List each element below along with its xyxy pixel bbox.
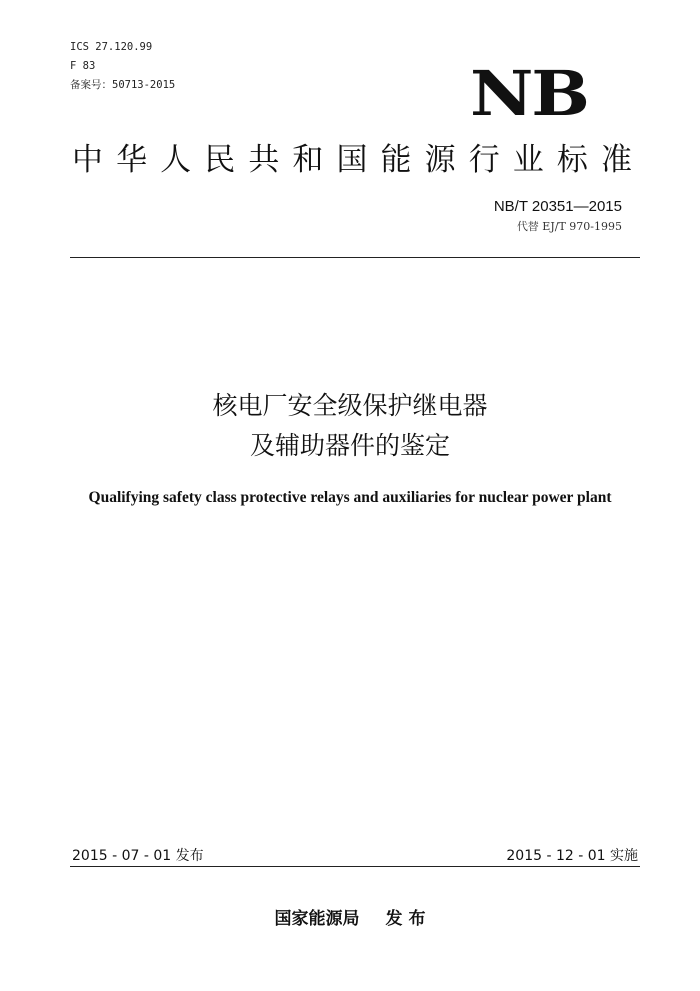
organization-title: [72, 140, 632, 180]
organization-char: 源: [424, 142, 456, 178]
document-metadata: [70, 38, 175, 95]
standard-number: NB/T 20351—2015: [493, 198, 622, 215]
organization-char: 和: [292, 142, 324, 178]
title-chinese-line-1: 核电厂安全级保护继电器: [212, 391, 488, 420]
organization-char: 华: [116, 142, 148, 178]
title-english: Qualifying safety class protective relays and auxiliaries for nuclear power plant: [88, 489, 612, 506]
classification-code: F 83: [70, 60, 96, 72]
organization-char: 人: [160, 142, 192, 178]
publish-date: 2015 - 07 - 01 发布: [72, 848, 204, 864]
organization-char: 行: [468, 142, 500, 178]
title-chinese-line-2: 及辅助器件的鉴定: [249, 431, 450, 460]
implement-date: 2015 - 12 - 01 实施: [506, 848, 638, 864]
organization-char: 中: [72, 142, 103, 178]
ics-code: ICS 27.120.99: [70, 41, 153, 53]
record-number: 备案号：50713-2015: [70, 79, 176, 91]
organization-char: 标: [556, 142, 588, 178]
organization-char: 能: [380, 142, 412, 178]
nb-logo: NB: [470, 57, 588, 130]
organization-char: 民: [204, 142, 236, 178]
issuer: [0, 908, 700, 930]
organization-char: 业: [512, 142, 544, 178]
issuer-name: 国家能源局: [274, 909, 360, 929]
replaces-standard: 代替 EJ/T 970-1995: [516, 220, 622, 233]
organization-char: 共: [248, 142, 280, 178]
issuer-action: 发 布: [385, 909, 426, 929]
top-divider: [70, 257, 640, 258]
organization-char: 准: [600, 142, 632, 178]
organization-char: 国: [336, 142, 368, 178]
bottom-divider: [70, 866, 640, 867]
